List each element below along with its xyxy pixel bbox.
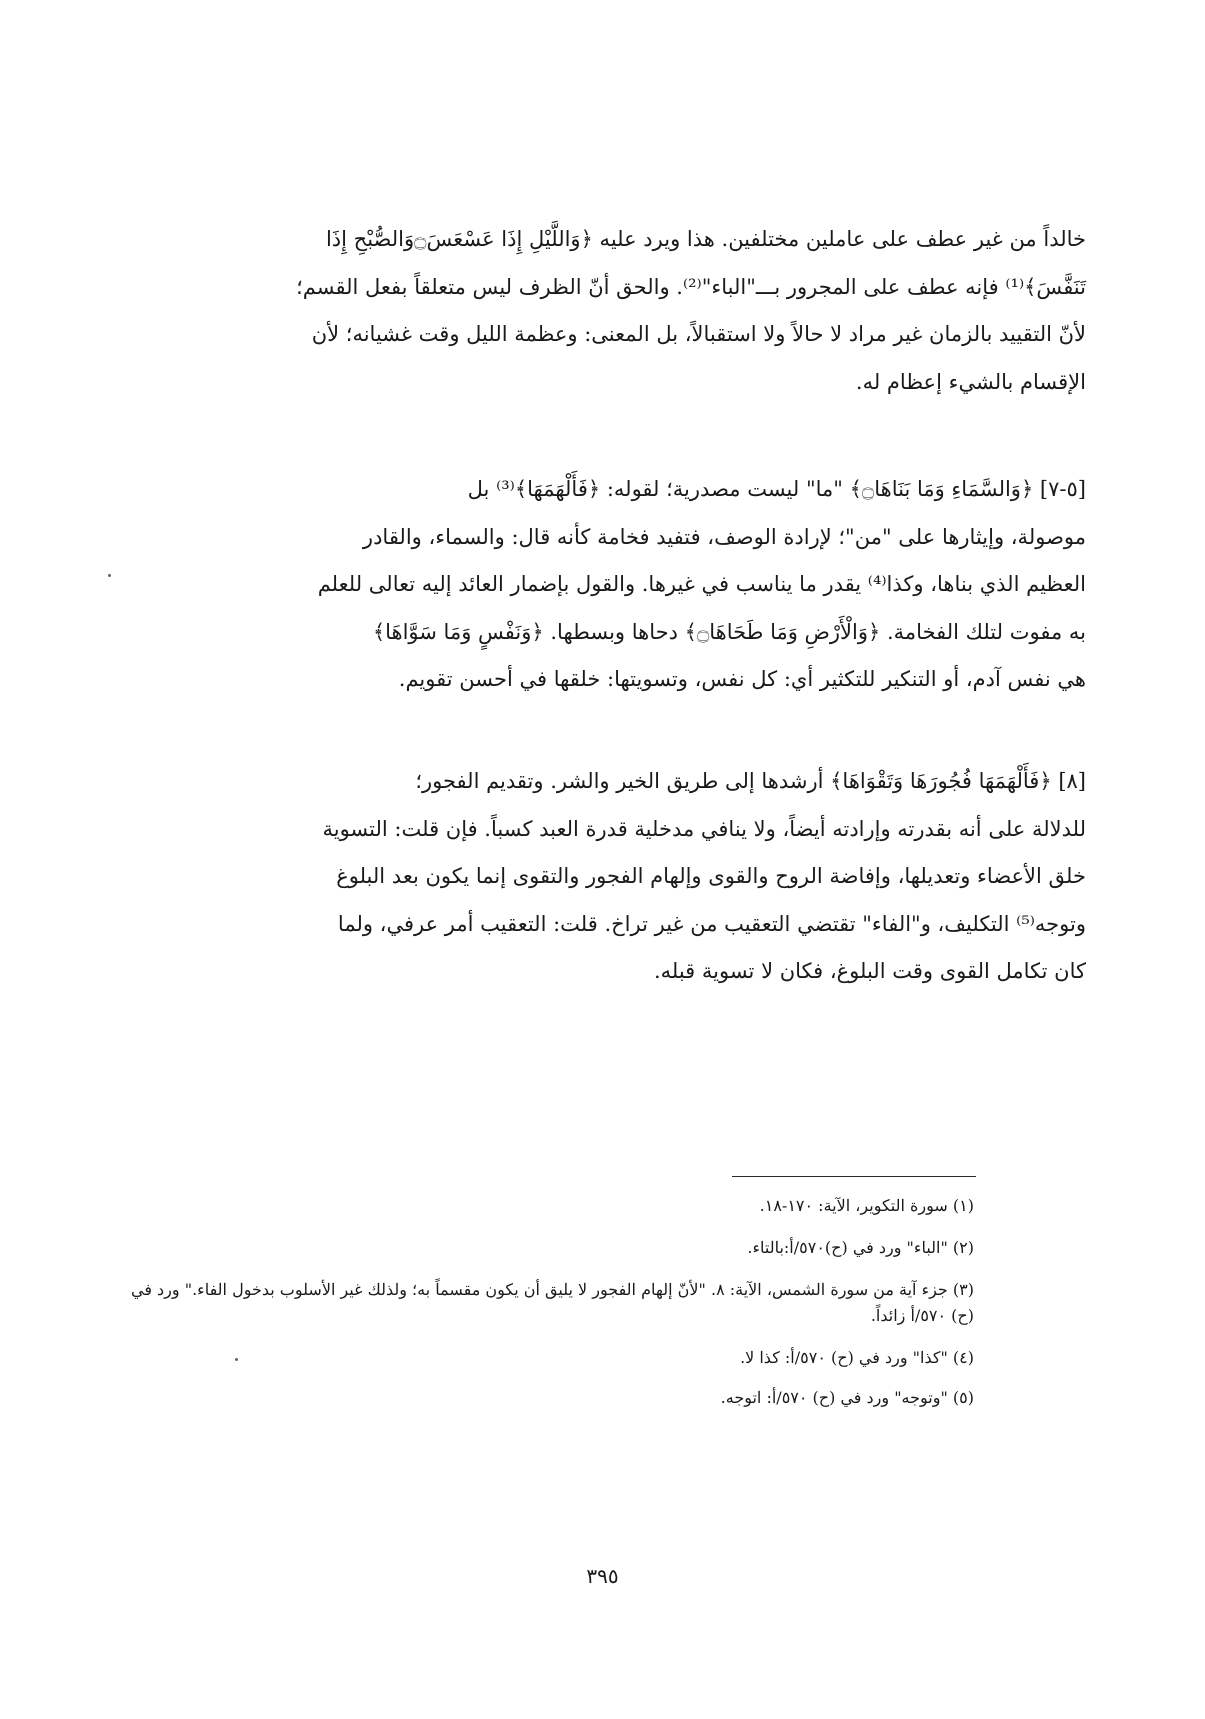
text-line: خلق الأعضاء وتعديلها، وإفاضة الروح والقوى وإلهام الفجور والتقوى إنما يكون بعد البلوغ (336, 864, 1086, 888)
text-line: [٨] ﴿فَأَلْهَمَهَا فُجُورَهَا وَتَقْوَاهَا﴾ أرشدها إلى طريق الخير والشر. وتقديم الفجور؛ (415, 769, 1086, 793)
scan-speck (108, 574, 111, 577)
footnote-3: (٣) جزء آية من سورة الشمس، الآية: ٨. "لأنّ إلهام الفجور لا يليق أن يكون مقسماً به؛ ولذلك غير الأسلوب بدخول الفاء." ورد في (ح) ٥٧٠/أ زائداً. (130, 1280, 974, 1325)
text-line: للدلالة على أنه بقدرته وإرادته أيضاً، ولا ينافي مدخلية قدرة العبد كسباً. فإن قلت: التسوية (322, 816, 1086, 841)
text-line: [٥-٧] ﴿وَالسَّمَاءِ وَمَا بَنَاهَا۝﴾ "ما" ليست مصدرية؛ لقوله: ﴿فَأَلْهَمَهَا﴾⁽³⁾ بل (467, 477, 1086, 501)
paragraph-3 (224, 758, 1086, 996)
text-line: تَنَفَّسَ﴾⁽¹⁾ فإنه عطف على المجرور بـــ"الباء"⁽²⁾. والحق أنّ الظرف ليس متعلقاً بفعل القسم؛ (296, 274, 1086, 299)
text-line: العظيم الذي بناها، وكذا⁽⁴⁾ يقدر ما يناسب في غيرها. والقول بإضمار العائد إليه تعالى للعلم (317, 572, 1086, 596)
scan-speck (235, 1358, 238, 1361)
paragraph-2 (224, 466, 1086, 704)
footnote-1: (١) سورة التكوير، الآية: ١٧٠-١٨. (759, 1196, 974, 1215)
footnote-2: (٢) "الباء" ورد في (ح)٥٧٠/أ:بالتاء. (747, 1238, 974, 1257)
footnotes (112, 1193, 974, 1427)
footnote-4: (٤) "كذا" ورد في (ح) ٥٧٠/أ: كذا لا. (740, 1348, 974, 1367)
text-line: موصولة، وإيثارها على "من"؛ لإرادة الوصف، فتفيد فخامة كأنه قال: والسماء، والقادر (362, 524, 1086, 549)
text-line: هي نفس آدم، أو التنكير للتكثير أي: كل نفس، وتسويتها: خلقها في أحسن تقويم. (398, 667, 1086, 691)
text-line: به مفوت لتلك الفخامة. ﴿وَالْأَرْضِ وَمَا طَحَاهَا۝﴾ دحاها وبسطها. ﴿وَنَفْسٍ وَمَا سَوَّاهَا﴾ (372, 619, 1086, 644)
text-line: وتوجه⁽⁵⁾ التكليف، و"الفاء" تقتضي التعقيب من غير تراخ. قلت: التعقيب أمر عرفي، ولما (337, 911, 1086, 936)
footnote-separator (732, 1176, 976, 1177)
text-line: الإقسام بالشيء إعظام له. (855, 369, 1086, 394)
text-line: لأنّ التقييد بالزمان غير مراد لا حالاً ولا استقبالاً، بل المعنى: وعظمة الليل وقت غشيانه؛ لأن (311, 322, 1086, 346)
footnote-5: (٥) "وتوجه" ورد في (ح) ٥٧٠/أ: اتوجه. (720, 1388, 974, 1407)
text-line: كان تكامل القوى وقت البلوغ، فكان لا تسوية قبله. (653, 959, 1086, 983)
paragraph-1 (224, 216, 1086, 406)
text-line: خالداً من غير عطف على عاملين مختلفين. هذا ويرد عليه ﴿وَاللَّيْلِ إِذَا عَسْعَسَ۝وَالصُّبْحِ إِذَا (325, 227, 1086, 251)
page-number: ٣٩٥ (586, 1564, 619, 1588)
